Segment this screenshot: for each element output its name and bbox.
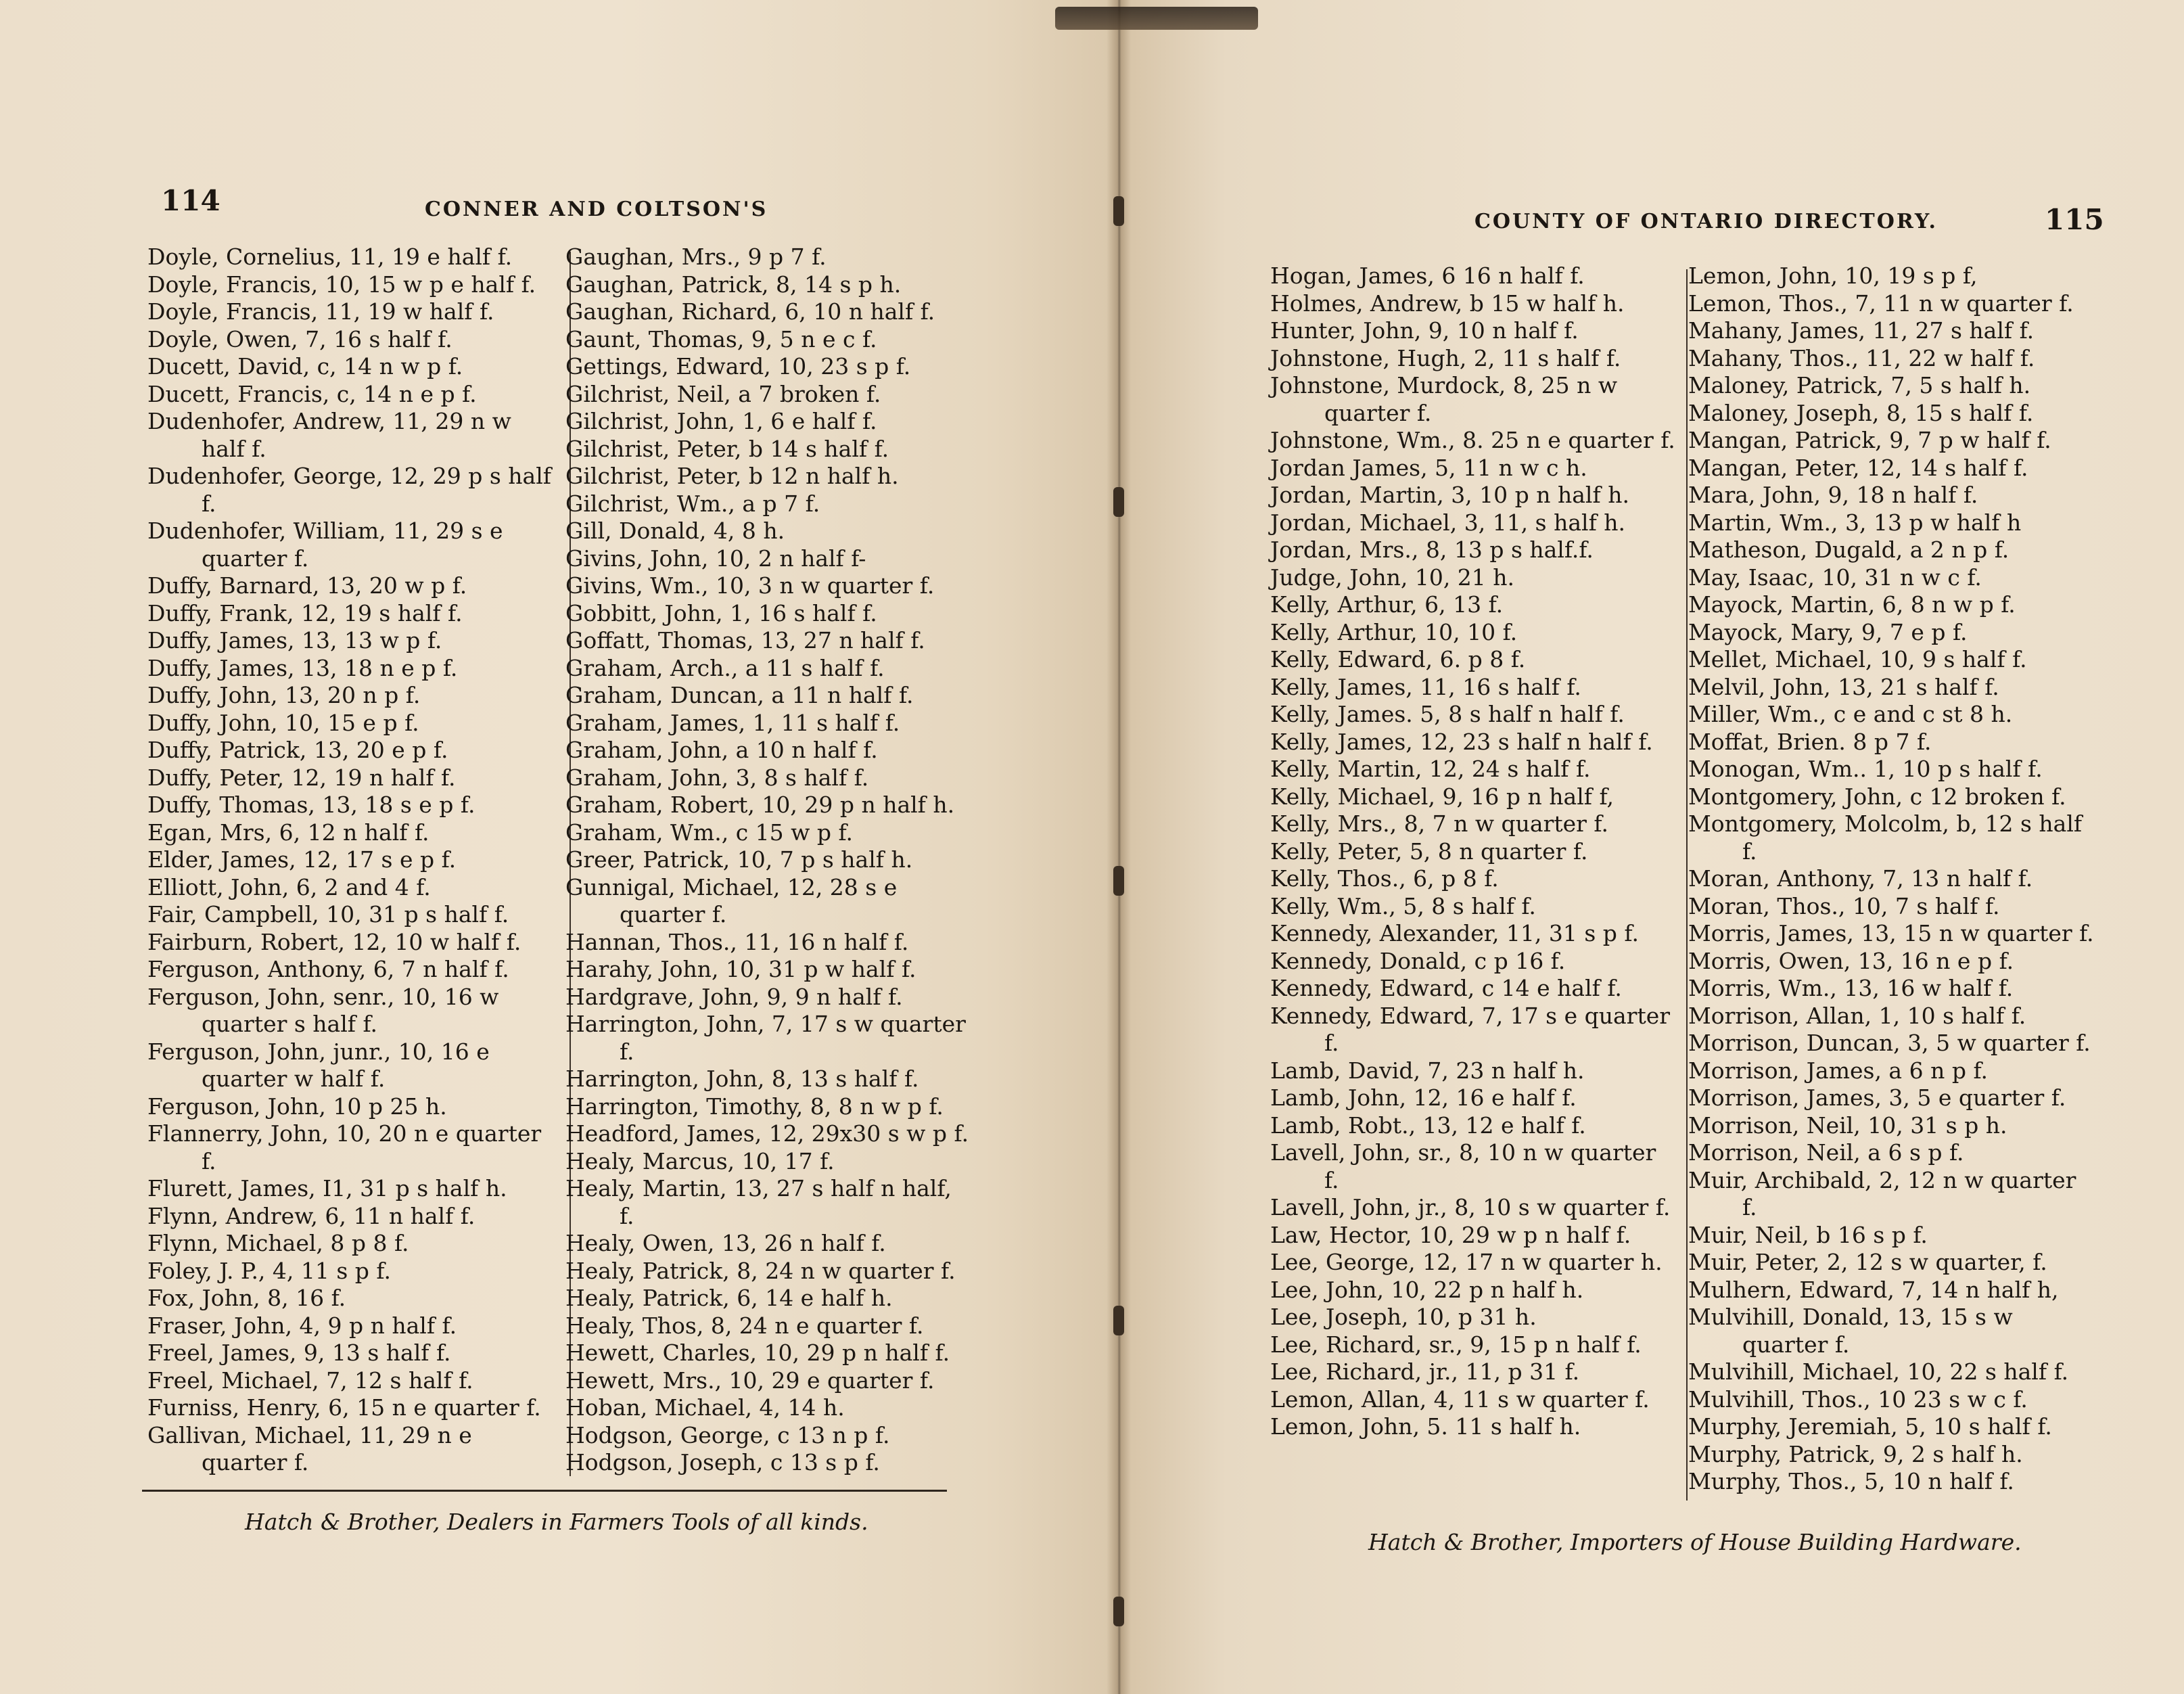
directory-entry: Hewett, Mrs., 10, 29 e quarter f.	[565, 1367, 935, 1394]
directory-entry: Lamb, David, 7, 23 n half h.	[1270, 1057, 1585, 1084]
right-running-title: COUNTY OF ONTARIO DIRECTORY.	[1474, 210, 1938, 233]
right-footer: Hatch & Brother, Importers of House Building Hardware.	[1368, 1529, 2022, 1555]
binding-stitch	[1113, 1597, 1124, 1626]
directory-entry: Gunnigal, Michael, 12, 28 s e quarter f.	[565, 873, 898, 928]
directory-entry: Morrison, James, 3, 5 e quarter f.	[1688, 1084, 2066, 1111]
directory-entry: Graham, Arch., a 11 s half f.	[565, 654, 885, 681]
directory-entry: Mara, John, 9, 18 n half f.	[1688, 482, 1978, 508]
directory-entry: Graham, James, 1, 11 s half f.	[565, 709, 900, 736]
directory-entry: Gill, Donald, 4, 8 h.	[565, 518, 785, 544]
directory-entry: Lemon, Allan, 4, 11 s w quarter f.	[1270, 1386, 1650, 1413]
directory-entry: Headford, James, 12, 29x30 s w p f.	[565, 1120, 969, 1147]
directory-entry: Kelly, James, 12, 23 s half n half f.	[1270, 728, 1653, 755]
directory-entry: Kelly, Peter, 5, 8 n quarter f.	[1270, 838, 1588, 865]
directory-entry: Matheson, Dugald, a 2 n p f.	[1688, 536, 2009, 563]
directory-entry: Lamb, John, 12, 16 e half f.	[1270, 1084, 1577, 1111]
directory-entry: Lamb, Robt., 13, 12 e half f.	[1270, 1112, 1586, 1139]
left-footer: Hatch & Brother, Dealers in Farmers Tools of all kinds.	[245, 1509, 868, 1535]
directory-entry: Fox, John, 8, 16 f.	[147, 1285, 346, 1311]
directory-entry: Givins, Wm., 10, 3 n w quarter f.	[565, 572, 935, 599]
directory-entry: Kennedy, Edward, c 14 e half f.	[1270, 975, 1622, 1001]
directory-entry: Healy, Patrick, 6, 14 e half h.	[565, 1285, 893, 1311]
directory-entry: Harrington, Timothy, 8, 8 n w p f.	[565, 1093, 944, 1120]
directory-entry: Flynn, Michael, 8 p 8 f.	[147, 1230, 409, 1256]
directory-entry: Healy, Marcus, 10, 17 f.	[565, 1147, 835, 1174]
directory-entry: Morris, Owen, 13, 16 n e p f.	[1688, 947, 2014, 974]
directory-entry: Kelly, James. 5, 8 s half n half f.	[1270, 701, 1625, 727]
directory-entry: Elliott, John, 6, 2 and 4 f.	[147, 873, 431, 900]
directory-entry: Graham, Duncan, a 11 n half f.	[565, 682, 914, 708]
directory-entry: Duffy, Barnard, 13, 20 w p f.	[147, 572, 467, 599]
directory-entry: Healy, Owen, 13, 26 n half f.	[565, 1230, 886, 1256]
directory-entry: Duffy, Frank, 12, 19 s half f.	[147, 599, 463, 626]
binding-stitch	[1113, 196, 1124, 226]
directory-entry: Hannan, Thos., 11, 16 n half f.	[565, 928, 909, 955]
directory-entry: Martin, Wm., 3, 13 p w half h	[1688, 509, 2022, 536]
directory-entry: Kennedy, Donald, c p 16 f.	[1270, 947, 1566, 974]
left-column-1	[147, 244, 561, 1477]
directory-entry: Johnstone, Wm., 8. 25 n e quarter f.	[1270, 427, 1675, 453]
directory-entry: Harrington, John, 7, 17 s w quarter f.	[565, 1011, 966, 1065]
directory-entry: Harahy, John, 10, 31 p w half f.	[565, 956, 916, 982]
right-column-1	[1270, 262, 1676, 1441]
directory-entry: Melvil, John, 13, 21 s half f.	[1688, 673, 1999, 700]
directory-entry: Graham, John, 3, 8 s half f.	[565, 764, 869, 791]
left-running-title: CONNER AND COLTSON'S	[425, 198, 768, 221]
directory-entry: Morris, James, 13, 15 n w quarter f.	[1688, 920, 2094, 946]
directory-entry: Doyle, Francis, 11, 19 w half f.	[147, 298, 494, 325]
directory-entry: Morrison, Neil, 10, 31 s p h.	[1688, 1112, 2007, 1139]
directory-entry: Jordan James, 5, 11 n w c h.	[1270, 454, 1587, 481]
directory-entry: Healy, Thos, 8, 24 n e quarter f.	[565, 1312, 924, 1339]
directory-entry: Ferguson, John, 10 p 25 h.	[147, 1093, 447, 1120]
directory-entry: Mulvihill, Michael, 10, 22 s half f.	[1688, 1358, 2069, 1385]
directory-entry: Egan, Mrs, 6, 12 n half f.	[147, 819, 429, 846]
directory-entry: Flannerry, John, 10, 20 n e quarter f.	[147, 1120, 542, 1174]
directory-entry: Graham, Wm., c 15 w p f.	[565, 819, 854, 846]
left-page-number: 114	[161, 184, 220, 217]
directory-entry: Jordan, Martin, 3, 10 p n half h.	[1270, 482, 1629, 508]
binding-stitch	[1113, 487, 1124, 517]
directory-entry: Jordan, Mrs., 8, 13 p s half.f.	[1270, 536, 1594, 563]
directory-entry: Muir, Neil, b 16 s p f.	[1688, 1221, 1928, 1248]
directory-entry: Graham, Robert, 10, 29 p n half h.	[565, 792, 955, 818]
directory-entry: Johnstone, Murdock, 8, 25 n w quarter f.	[1270, 372, 1618, 426]
directory-entry: Hogan, James, 6 16 n half f.	[1270, 262, 1585, 289]
directory-entry: Murphy, Thos., 5, 10 n half f.	[1688, 1468, 2014, 1494]
directory-entry: Healy, Martin, 13, 27 s half n half, f.	[565, 1175, 952, 1229]
directory-entry: Law, Hector, 10, 29 w p n half f.	[1270, 1221, 1631, 1248]
right-column-divider	[1686, 269, 1688, 1501]
directory-entry: Lemon, John, 5. 11 s half h.	[1270, 1413, 1581, 1440]
directory-entry: Duffy, John, 10, 15 e p f.	[147, 709, 419, 736]
directory-entry: Mulhern, Edward, 7, 14 n half h,	[1688, 1276, 2059, 1303]
directory-entry: Hunter, John, 9, 10 n half f.	[1270, 317, 1579, 344]
directory-entry: Ducett, David, c, 14 n w p f.	[147, 353, 463, 380]
directory-entry: Montgomery, Molcolm, b, 12 s half f.	[1688, 810, 2083, 865]
directory-entry: Morrison, Neil, a 6 s p f.	[1688, 1139, 1964, 1166]
directory-entry: Judge, John, 10, 21 h.	[1270, 564, 1515, 591]
spine-binding	[1055, 7, 1258, 30]
directory-entry: Gaunt, Thomas, 9, 5 n e c f.	[565, 325, 877, 352]
directory-entry: Ferguson, John, junr., 10, 16 e quarter w half f.	[147, 1038, 490, 1092]
directory-entry: Kelly, Edward, 6. p 8 f.	[1270, 646, 1526, 672]
directory-entry: Gilchrist, John, 1, 6 e half f.	[565, 408, 877, 434]
directory-entry: Freel, James, 9, 13 s half f.	[147, 1340, 451, 1366]
directory-entry: Lee, Richard, jr., 11, p 31 f.	[1270, 1358, 1580, 1385]
directory-entry: Maloney, Patrick, 7, 5 s half h.	[1688, 372, 2031, 398]
directory-entry: Holmes, Andrew, b 15 w half h.	[1270, 290, 1625, 317]
directory-entry: May, Isaac, 10, 31 n w c f.	[1688, 564, 1982, 591]
directory-entry: Morrison, James, a 6 n p f.	[1688, 1057, 1988, 1084]
directory-entry: Gilchrist, Peter, b 12 n half h.	[565, 463, 899, 489]
directory-entry: Maloney, Joseph, 8, 15 s half f.	[1688, 399, 2034, 426]
directory-entry: Muir, Peter, 2, 12 s w quarter, f.	[1688, 1249, 2047, 1275]
directory-entry: Lee, Richard, sr., 9, 15 p n half f.	[1270, 1331, 1642, 1358]
directory-entry: Murphy, Jeremiah, 5, 10 s half f.	[1688, 1413, 2052, 1440]
directory-entry: Mangan, Patrick, 9, 7 p w half f.	[1688, 427, 2051, 453]
directory-entry: Mellet, Michael, 10, 9 s half f.	[1688, 646, 2027, 672]
directory-entry: Gaughan, Richard, 6, 10 n half f.	[565, 298, 935, 325]
directory-entry: Kelly, Arthur, 6, 13 f.	[1270, 591, 1504, 618]
directory-entry: Furniss, Henry, 6, 15 n e quarter f.	[147, 1394, 541, 1421]
directory-entry: Kelly, Mrs., 8, 7 n w quarter f.	[1270, 810, 1608, 837]
directory-entry: Lee, George, 12, 17 n w quarter h.	[1270, 1249, 1663, 1275]
directory-entry: Givins, John, 10, 2 n half f-	[565, 545, 866, 572]
directory-entry: Greer, Patrick, 10, 7 p s half h.	[565, 846, 913, 873]
directory-entry: Mangan, Peter, 12, 14 s half f.	[1688, 454, 2028, 481]
directory-entry: Duffy, James, 13, 18 n e p f.	[147, 654, 458, 681]
directory-entry: Duffy, John, 13, 20 n p f.	[147, 682, 421, 708]
directory-entry: Montgomery, John, c 12 broken f.	[1688, 783, 2066, 810]
directory-entry: Mahany, James, 11, 27 s half f.	[1688, 317, 2035, 344]
directory-entry: Duffy, James, 13, 13 w p f.	[147, 627, 442, 654]
directory-entry: Ducett, Francis, c, 14 n e p f.	[147, 380, 477, 407]
directory-entry: Mayock, Martin, 6, 8 n w p f.	[1688, 591, 2016, 618]
directory-entry: Kelly, Wm., 5, 8 s half f.	[1270, 892, 1536, 919]
directory-entry: Gilchrist, Peter, b 14 s half f.	[565, 435, 889, 462]
directory-entry: Moran, Thos., 10, 7 s half f.	[1688, 892, 2000, 919]
directory-entry: Hardgrave, John, 9, 9 n half f.	[565, 983, 903, 1010]
right-page	[1119, 0, 2184, 1694]
directory-entry: Healy, Patrick, 8, 24 n w quarter f.	[565, 1257, 956, 1284]
directory-entry: Murphy, Patrick, 9, 2 s half h.	[1688, 1440, 2023, 1467]
directory-entry: Goffatt, Thomas, 13, 27 n half f.	[565, 627, 925, 654]
directory-entry: Kennedy, Alexander, 11, 31 s p f.	[1270, 920, 1639, 946]
directory-entry: Kelly, Martin, 12, 24 s half f.	[1270, 756, 1591, 782]
directory-entry: Fair, Campbell, 10, 31 p s half f.	[147, 901, 509, 928]
binding-stitch	[1113, 866, 1124, 896]
binding-stitch	[1113, 1306, 1124, 1335]
book-gutter	[1107, 0, 1131, 1694]
directory-entry: Monogan, Wm.. 1, 10 p s half f.	[1688, 756, 2043, 782]
directory-entry: Doyle, Owen, 7, 16 s half f.	[147, 325, 452, 352]
directory-entry: Morris, Wm., 13, 16 w half f.	[1688, 975, 2014, 1001]
directory-entry: Ferguson, Anthony, 6, 7 n half f.	[147, 956, 509, 982]
directory-entry: Lavell, John, jr., 8, 10 s w quarter f.	[1270, 1194, 1671, 1220]
directory-entry: Dudenhofer, Andrew, 11, 29 n w half f.	[147, 408, 511, 462]
directory-entry: Dudenhofer, George, 12, 29 p s half f.	[147, 463, 551, 517]
directory-entry: Gaughan, Mrs., 9 p 7 f.	[565, 244, 827, 270]
directory-entry: Morrison, Duncan, 3, 5 w quarter f.	[1688, 1030, 2091, 1056]
directory-entry: Kelly, Arthur, 10, 10 f.	[1270, 618, 1518, 645]
directory-entry: Graham, John, a 10 n half f.	[565, 737, 878, 763]
directory-entry: Gallivan, Michael, 11, 29 n e quarter f.	[147, 1421, 472, 1475]
directory-entry: Duffy, Patrick, 13, 20 e p f.	[147, 737, 448, 763]
directory-entry: Gilchrist, Wm., a p 7 f.	[565, 490, 820, 517]
directory-entry: Gettings, Edward, 10, 23 s p f.	[565, 353, 911, 380]
directory-entry: Mayock, Mary, 9, 7 e p f.	[1688, 618, 1968, 645]
directory-entry: Elder, James, 12, 17 s e p f.	[147, 846, 457, 873]
directory-entry: Doyle, Cornelius, 11, 19 e half f.	[147, 244, 513, 270]
directory-entry: Duffy, Peter, 12, 19 n half f.	[147, 764, 456, 791]
directory-entry: Kelly, James, 11, 16 s half f.	[1270, 673, 1581, 700]
directory-entry: Mahany, Thos., 11, 22 w half f.	[1688, 344, 2035, 371]
right-page-number: 115	[2045, 203, 2104, 236]
directory-entry: Johnstone, Hugh, 2, 11 s half f.	[1270, 344, 1621, 371]
directory-entry: Foley, J. P., 4, 11 s p f.	[147, 1257, 391, 1284]
directory-entry: Hodgson, George, c 13 n p f.	[565, 1421, 890, 1448]
directory-entry: Moffat, Brien. 8 p 7 f.	[1688, 728, 1932, 755]
directory-entry: Gaughan, Patrick, 8, 14 s p h.	[565, 271, 902, 298]
directory-entry: Kelly, Michael, 9, 16 p n half f,	[1270, 783, 1614, 810]
directory-entry: Ferguson, John, senr., 10, 16 w quarter s half f.	[147, 983, 499, 1037]
directory-entry: Lee, John, 10, 22 p n half h.	[1270, 1276, 1584, 1303]
directory-entry: Hoban, Michael, 4, 14 h.	[565, 1394, 845, 1421]
left-footer-rule	[142, 1490, 947, 1492]
directory-entry: Fraser, John, 4, 9 p n half f.	[147, 1312, 457, 1339]
directory-entry: Freel, Michael, 7, 12 s half f.	[147, 1367, 473, 1394]
directory-entry: Gilchrist, Neil, a 7 broken f.	[565, 380, 881, 407]
directory-entry: Flurett, James, I1, 31 p s half h.	[147, 1175, 507, 1201]
directory-entry: Gobbitt, John, 1, 16 s half f.	[565, 599, 877, 626]
left-column-2	[565, 244, 971, 1477]
directory-entry: Jordan, Michael, 3, 11, s half h.	[1270, 509, 1626, 536]
directory-entry: Lemon, John, 10, 19 s p f,	[1688, 262, 1978, 289]
directory-entry: Harrington, John, 8, 13 s half f.	[565, 1066, 919, 1092]
directory-entry: Morrison, Allan, 1, 10 s half f.	[1688, 1002, 2026, 1029]
directory-entry: Moran, Anthony, 7, 13 n half f.	[1688, 865, 2033, 892]
directory-entry: Kelly, Thos., 6, p 8 f.	[1270, 865, 1499, 892]
directory-entry: Doyle, Francis, 10, 15 w p e half f.	[147, 271, 536, 298]
directory-entry: Flynn, Andrew, 6, 11 n half f.	[147, 1202, 475, 1229]
directory-entry: Hewett, Charles, 10, 29 p n half f.	[565, 1340, 950, 1366]
directory-entry: Duffy, Thomas, 13, 18 s e p f.	[147, 792, 475, 818]
directory-entry: Lavell, John, sr., 8, 10 n w quarter f.	[1270, 1139, 1656, 1193]
right-column-2	[1688, 262, 2094, 1496]
directory-entry: Lemon, Thos., 7, 11 n w quarter f.	[1688, 290, 2074, 317]
directory-entry: Dudenhofer, William, 11, 29 s e quarter f.	[147, 518, 503, 572]
directory-entry: Fairburn, Robert, 12, 10 w half f.	[147, 928, 521, 955]
directory-entry: Lee, Joseph, 10, p 31 h.	[1270, 1304, 1537, 1330]
directory-entry: Mulvihill, Thos., 10 23 s w c f.	[1688, 1386, 2028, 1413]
directory-entry: Kennedy, Edward, 7, 17 s e quarter f.	[1270, 1002, 1671, 1056]
directory-entry: Mulvihill, Donald, 13, 15 s w quarter f.	[1688, 1304, 2013, 1358]
directory-entry: Hodgson, Joseph, c 13 s p f.	[565, 1449, 880, 1475]
directory-entry: Muir, Archibald, 2, 12 n w quarter f.	[1688, 1166, 2076, 1220]
directory-entry: Miller, Wm., c e and c st 8 h.	[1688, 701, 2013, 727]
